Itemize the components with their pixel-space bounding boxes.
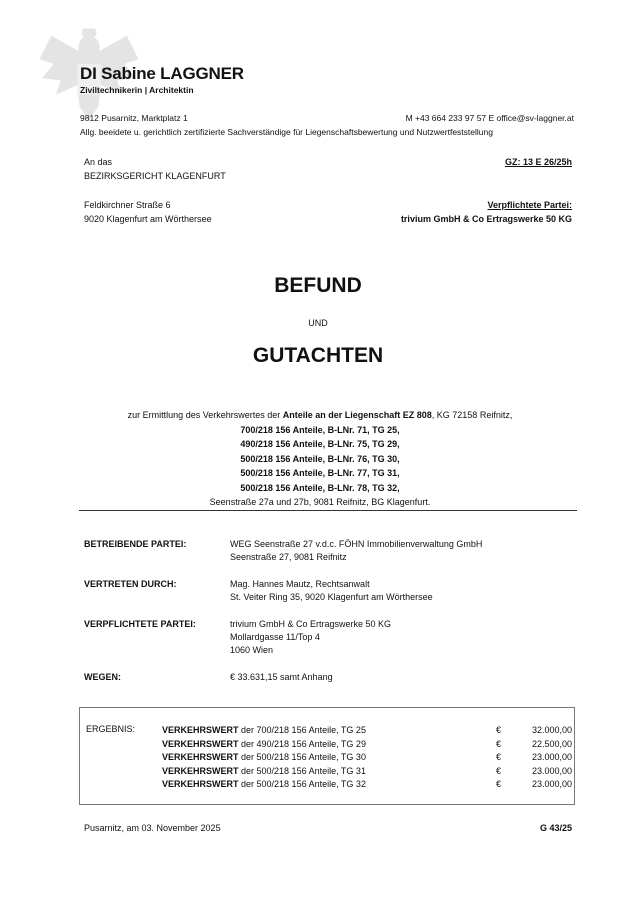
purpose-block [60, 408, 580, 510]
share-line: 490/218 156 Anteile, B-LNr. 75, TG 29, [240, 439, 400, 449]
expert-certification: Allg. beeidete u. gerichtlich zertifizierte Sachverständige für Liegenschaftsbewertung und Nutzwertfeststellung [80, 127, 493, 137]
result-row: VERKEHRSWERT der 500/218 156 Anteile, TG 31 € 23.000,00 [162, 765, 572, 776]
recipient-city: 9020 Klagenfurt am Wörthersee [84, 214, 212, 224]
party-row: VERPFLICHTETE PARTEI: trivium GmbH & Co Ertragswerke 50 KG Mollardgasse 11/Top 4 1060 Wien [84, 619, 392, 655]
share-line: 500/218 156 Anteile, B-LNr. 76, TG 30, [240, 453, 400, 464]
expert-contact: M +43 664 233 97 57 E office@sv-laggner.at [405, 113, 574, 123]
result-row: VERKEHRSWERT der 500/218 156 Anteile, TG 32 € 23.000,00 [162, 779, 572, 790]
party-row: WEGEN: € 33.631,15 samt Anhang [84, 672, 333, 682]
property-location: Seenstraße 27a und 27b, 9081 Reifnitz, BG Klagenfurt. [209, 497, 431, 507]
result-row: VERKEHRSWERT der 500/218 156 Anteile, TG 30 € 23.000,00 [162, 752, 572, 763]
section-divider [79, 510, 577, 511]
expert-profession: Ziviltechnikerin | Architektin [80, 85, 194, 95]
purpose-intro: zur Ermittlung des Verkehrswertes der Anteile an der Liegenschaft EZ 808, KG 72158 Reifnitz, [127, 410, 513, 420]
obligated-party-name: trivium GmbH & Co Ertragswerke 50 KG [400, 214, 572, 224]
expert-name: DI Sabine LAGGNER [80, 64, 244, 83]
share-line: 500/218 156 Anteile, B-LNr. 78, TG 32, [240, 482, 400, 493]
party-row: VERTRETEN DURCH: Mag. Hannes Mautz, Rechtsanwalt St. Veiter Ring 35, 9020 Klagenfurt am Wörthersee [84, 579, 433, 602]
obligated-party-label: Verpflichtete Partei: [487, 200, 572, 210]
share-line: 700/218 156 Anteile, B-LNr. 71, TG 25, [240, 424, 400, 435]
result-box [79, 707, 575, 805]
document-title: BEFUND [274, 274, 362, 297]
recipient-line-1: An das [84, 157, 113, 167]
document-subtitle: GUTACHTEN [252, 344, 384, 367]
share-line: 500/218 156 Anteile, B-LNr. 77, TG 31, [240, 468, 400, 478]
title-connector: UND [308, 318, 328, 328]
recipient-street: Feldkirchner Straße 6 [84, 200, 171, 210]
recipient-court: BEZIRKSGERICHT KLAGENFURT [84, 171, 226, 181]
case-number: GZ: 13 E 26/25h [504, 157, 572, 167]
expert-address: 9812 Pusarnitz, Marktplatz 1 [80, 113, 188, 123]
result-row: VERKEHRSWERT der 490/218 156 Anteile, TG 29 € 22.500,00 [162, 738, 572, 749]
result-row: VERKEHRSWERT der 700/218 156 Anteile, TG 25 € 32.000,00 [162, 725, 572, 735]
parties-section [84, 538, 584, 698]
place-date: Pusarnitz, am 03. November 2025 [84, 823, 221, 833]
file-number: G 43/25 [539, 823, 572, 833]
party-row: BETREIBENDE PARTEI: WEG Seenstraße 27 v.d.c. FÖHN Immobilienverwaltung GmbH Seenstraße 27, 9081 Reifnitz [84, 539, 483, 562]
result-label: ERGEBNIS: [86, 724, 136, 734]
